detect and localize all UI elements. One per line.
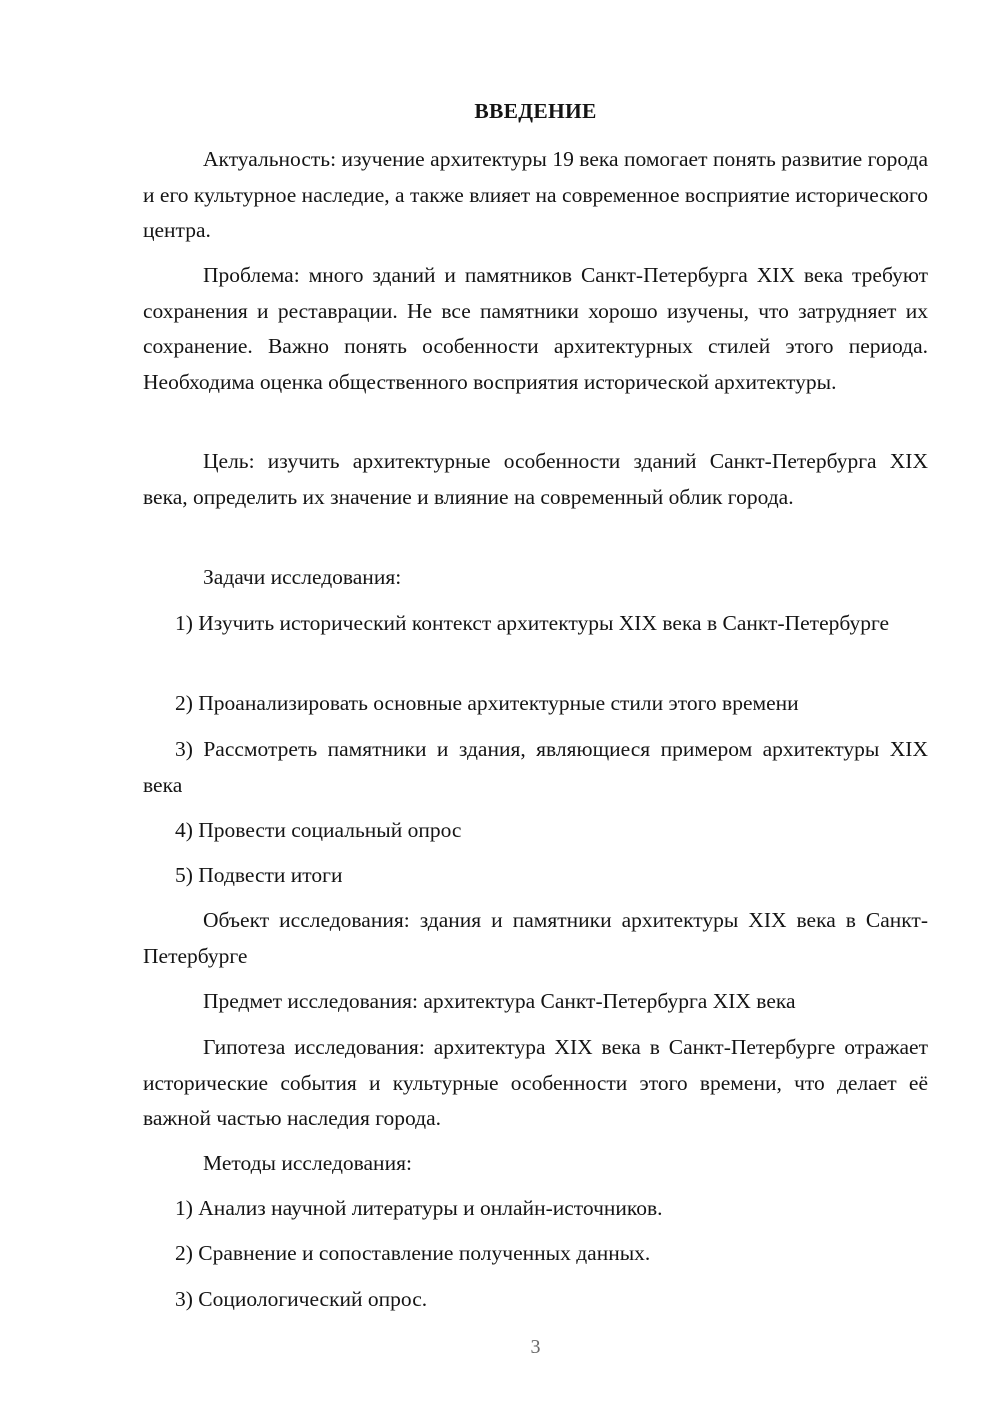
page-title: ВВЕДЕНИЕ <box>474 99 597 123</box>
methods-heading: Методы исследования: <box>203 1151 412 1175</box>
task-item-2: 2) Проанализировать основные архитектурные стили этого времени <box>175 691 799 715</box>
task-item-3: 3) Рассмотреть памятники и здания, являющиеся примером архитектуры XIX века <box>143 737 928 797</box>
tasks-heading: Задачи исследования: <box>203 565 402 589</box>
task-item-1: 1) Изучить исторический контекст архитектуры XIX века в Санкт-Петербурге <box>175 611 890 635</box>
relevance-paragraph: Актуальность: изучение архитектуры 19 века помогает понять развитие города и его культурное наследие, а также влияет на современное восприятие исторического центра. <box>143 147 928 242</box>
hypothesis-paragraph: Гипотеза исследования: архитектура XIX века в Санкт-Петербурге отражает исторические события и культурные особенности этого времени, что делает её важной частью наследия города. <box>143 1035 928 1130</box>
object-paragraph: Объект исследования: здания и памятники архитектуры XIX века в Санкт-Петербурге <box>143 908 928 968</box>
subject-paragraph: Предмет исследования: архитектура Санкт-Петербурга XIX века <box>203 989 796 1013</box>
method-item-1: 1) Анализ научной литературы и онлайн-источников. <box>175 1196 663 1220</box>
method-item-2: 2) Сравнение и сопоставление полученных данных. <box>175 1241 651 1265</box>
task-item-5: 5) Подвести итоги <box>175 863 343 887</box>
goal-paragraph: Цель: изучить архитектурные особенности зданий Санкт-Петербурга XIX века, определить их значение и влияние на современный облик города. <box>143 449 928 509</box>
page-number: 3 <box>530 1336 541 1358</box>
problem-paragraph: Проблема: много зданий и памятников Санкт-Петербурга XIX века требуют сохранения и реставрации. Не все памятники хорошо изучены, что затрудняет их сохранение. Важно понять особенности архитектурных стилей этого периода. Необходима оценка общественного восприятия исторической архитектуры. <box>143 263 928 394</box>
document-page <box>143 0 928 1414</box>
task-item-4: 4) Провести социальный опрос <box>175 818 462 842</box>
method-item-3: 3) Социологический опрос. <box>175 1287 428 1311</box>
